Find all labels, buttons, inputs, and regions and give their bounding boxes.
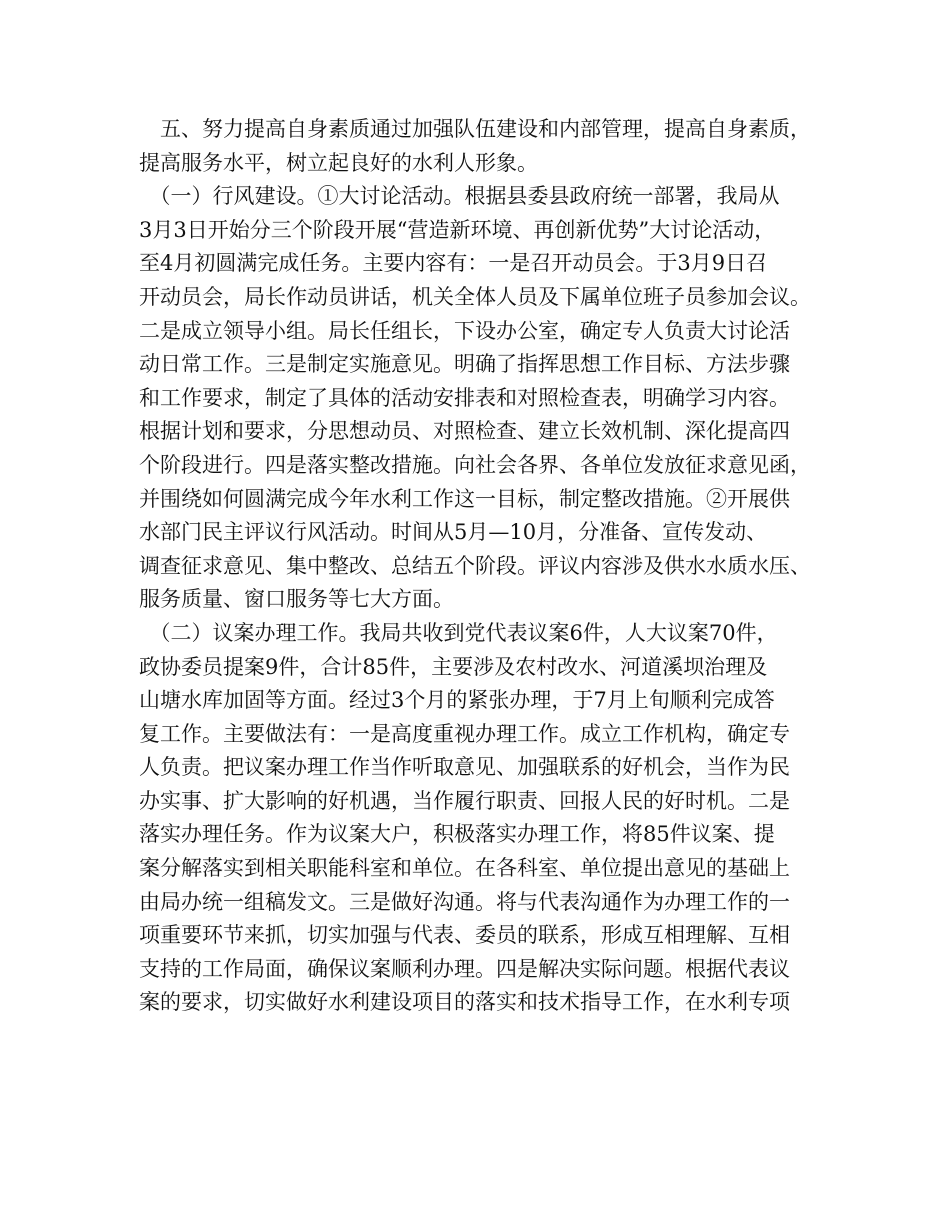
text-line: 由局办统一组稿发文。三是做好沟通。将与代表沟通作为办理工作的一 xyxy=(139,889,790,914)
text-line: （二）议案办理工作。我局共收到党代表议案6件，人大议案70件， xyxy=(139,620,778,645)
text-line: 水部门民主评议行风活动。时间从5月—10月，分准备、宣传发动、 xyxy=(139,520,768,545)
text-line: 和工作要求，制定了具体的活动安排表和对照检查表，明确学习内容。 xyxy=(139,385,790,410)
document-body xyxy=(139,113,824,1020)
text-line: 支持的工作局面，确保议案顺利办理。四是解决实际问题。根据代表议 xyxy=(139,956,790,981)
text-line: 至4月初圆满完成任务。主要内容有：一是召开动员会。于3月9日召 xyxy=(139,251,768,276)
text-line: 复工作。主要做法有：一是高度重视办理工作。成立工作机构，确定专 xyxy=(139,721,790,746)
text-line: 调查征求意见、集中整改、总结五个阶段。评议内容涉及供水水质水压、 xyxy=(139,553,811,578)
text-line: 二是成立领导小组。局长任组长，下设办公室，确定专人负责大讨论活 xyxy=(139,318,790,343)
text-line: 办实事、扩大影响的好机遇，当作履行职责、回报人民的好时机。二是 xyxy=(139,788,790,813)
text-line: 案分解落实到相关职能科室和单位。在各科室、单位提出意见的基础上 xyxy=(139,856,790,881)
text-line: 服务质量、窗口服务等七大方面。 xyxy=(139,587,454,612)
text-line: 落实办理任务。作为议案大户，积极落实办理工作，将85件议案、提 xyxy=(139,822,775,847)
text-line: 3月3日开始分三个阶段开展“营造新环境、再创新优势”大讨论活动， xyxy=(139,217,776,242)
text-line: 开动员会，局长作动员讲话，机关全体人员及下属单位班子员参加会议。 xyxy=(139,284,811,309)
text-line: 根据计划和要求，分思想动员、对照检查、建立长效机制、深化提高四 xyxy=(139,419,790,444)
text-line: 项重要环节来抓，切实加强与代表、委员的联系，形成互相理解、互相 xyxy=(139,923,790,948)
text-line: 并围绕如何圆满完成今年水利工作这一目标，制定整改措施。②开展供 xyxy=(139,486,790,511)
text-line: 个阶段进行。四是落实整改措施。向社会各界、各单位发放征求意见函， xyxy=(139,452,811,477)
text-line: 五、努力提高自身素质通过加强队伍建设和内部管理，提高自身素质， xyxy=(139,117,811,141)
text-line: （一）行风建设。①大讨论活动。根据县委县政府统一部署，我局从 xyxy=(139,184,780,209)
text-line: 政协委员提案9件，合计85件，主要涉及农村改水、河道溪坝治理及 xyxy=(139,654,768,679)
text-line: 提高服务水平，树立起良好的水利人形象。 xyxy=(139,150,538,175)
text-line: 人负责。把议案办理工作当作听取意见、加强联系的好机会，当作为民 xyxy=(139,755,790,780)
text-line: 案的要求，切实做好水利建设项目的落实和技术指导工作，在水利专项 xyxy=(139,990,790,1015)
text-line: 动日常工作。三是制定实施意见。明确了指挥思想工作目标、方法步骤 xyxy=(139,352,790,377)
text-line: 山塘水库加固等方面。经过3个月的紧张办理，于7月上旬顺利完成答 xyxy=(139,688,775,713)
